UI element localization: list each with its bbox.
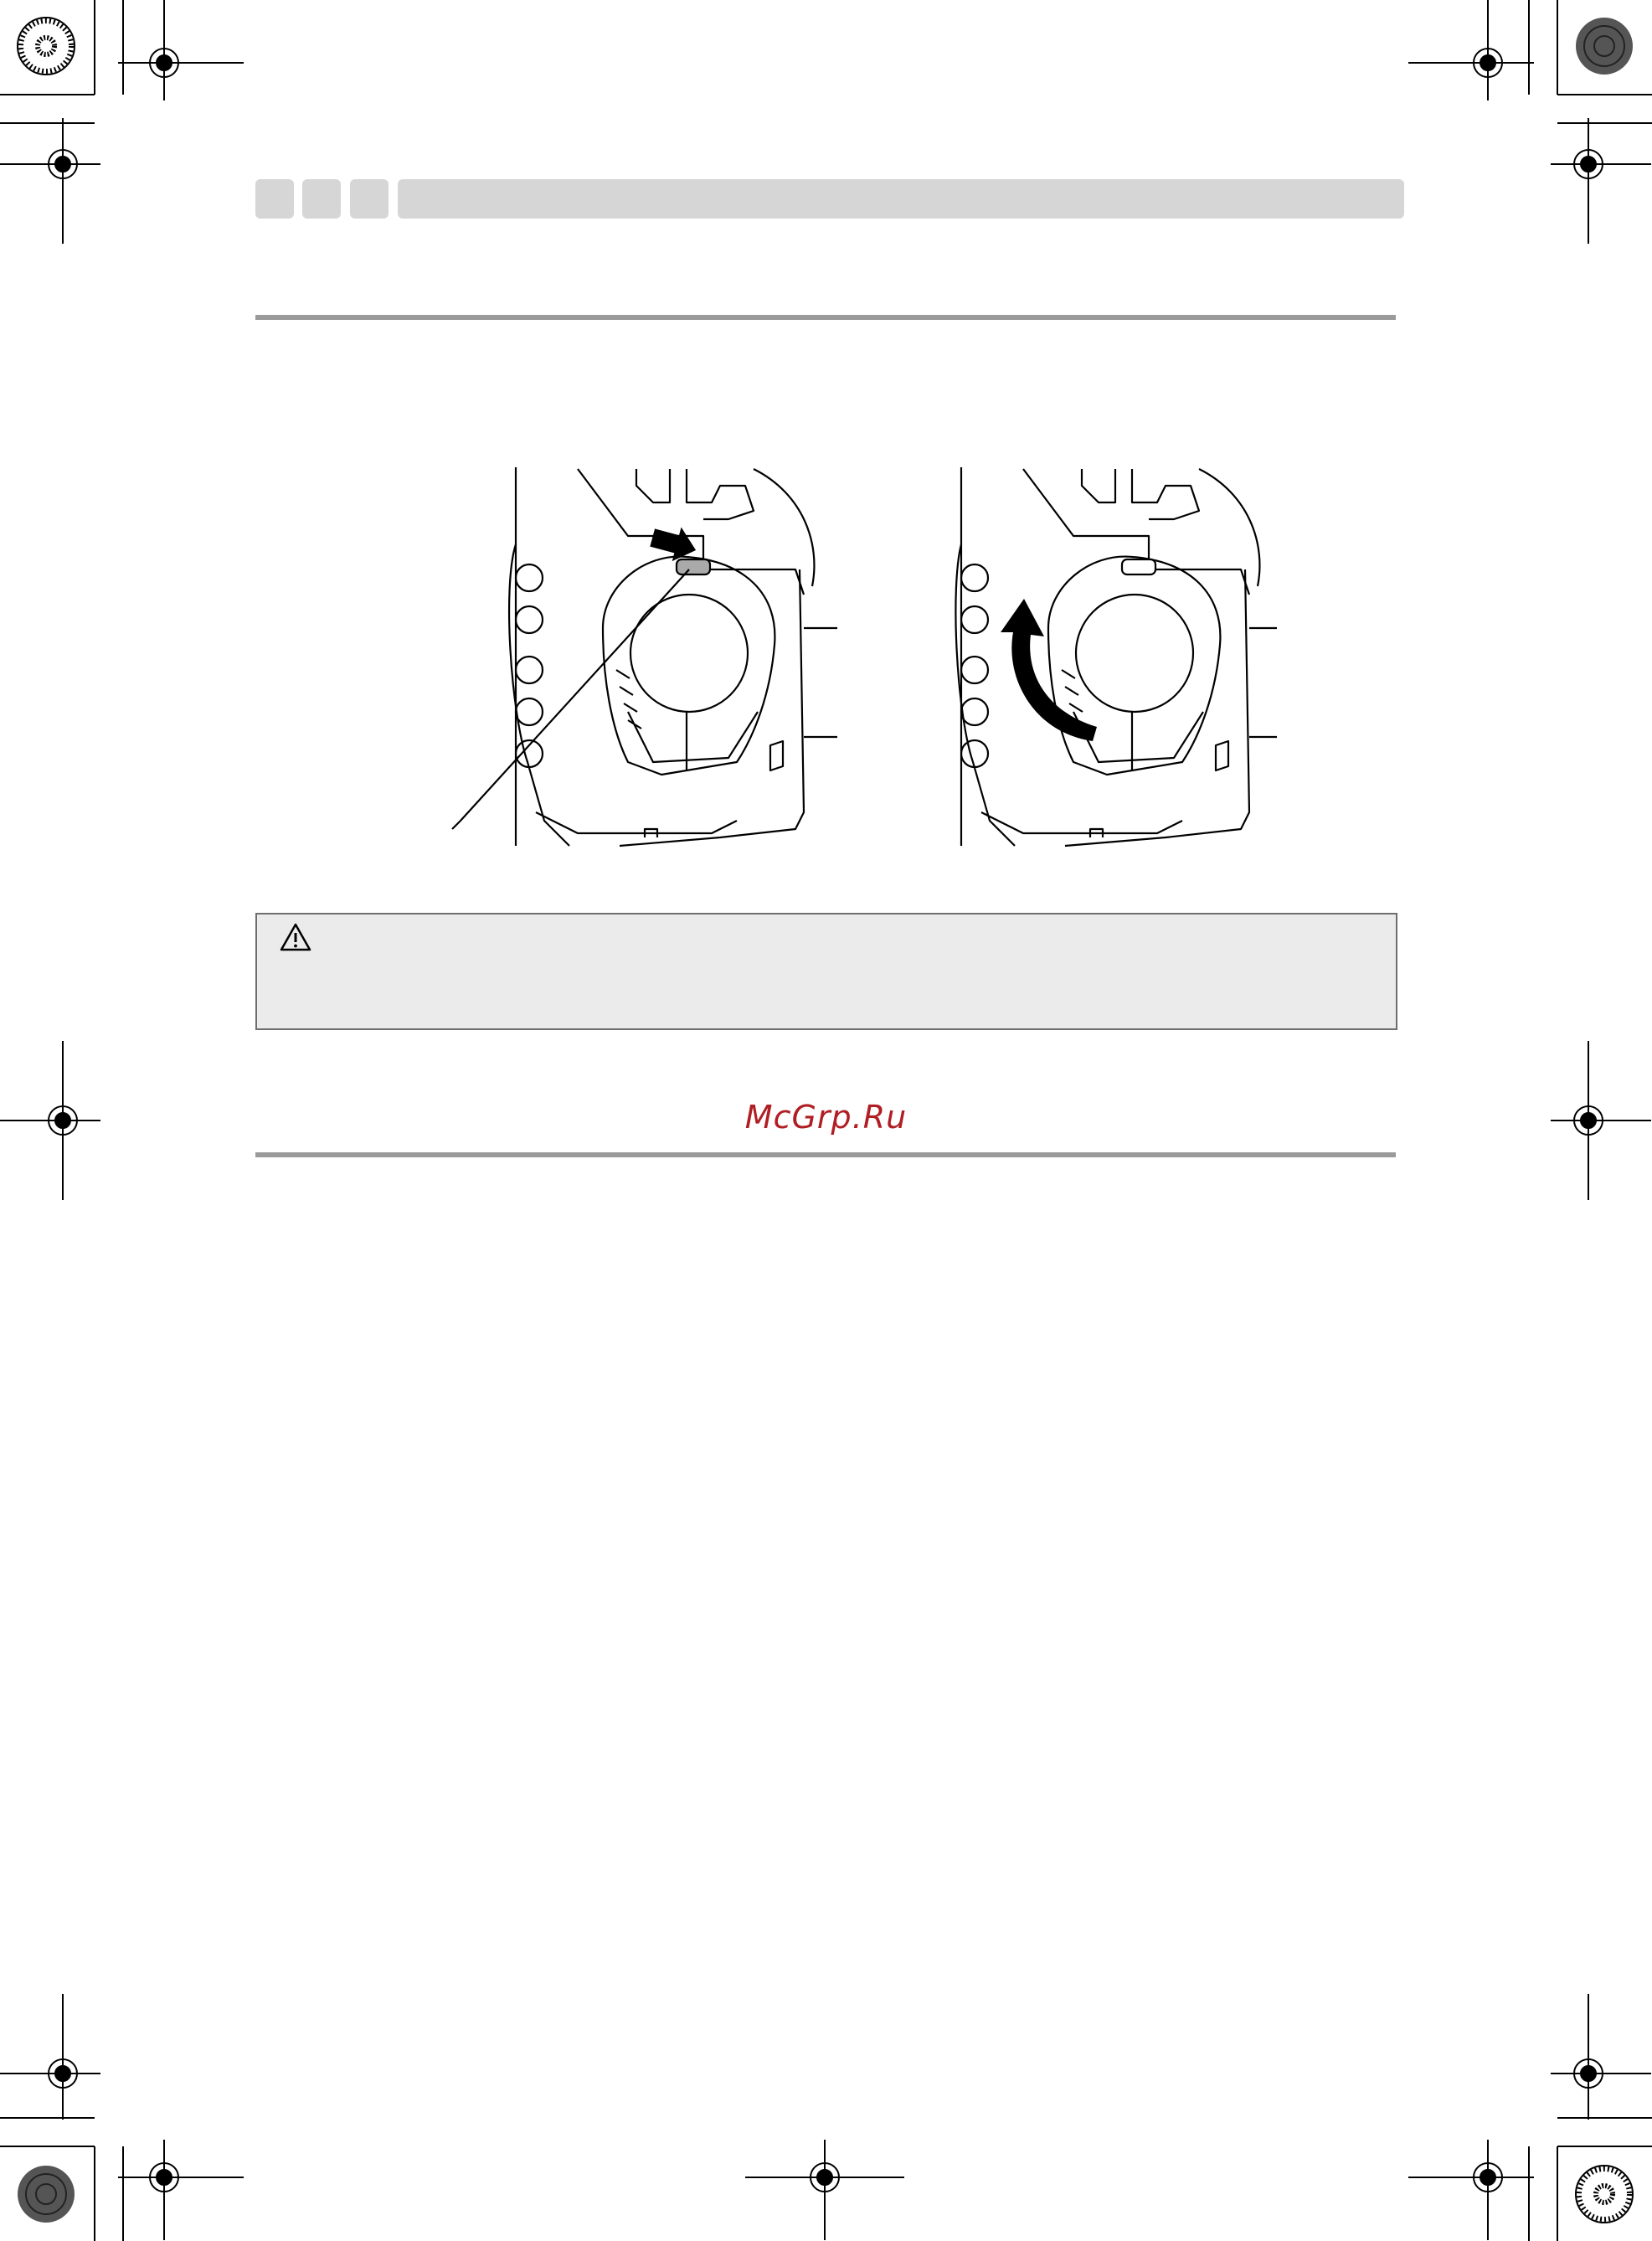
header-tab-2 bbox=[302, 179, 341, 219]
warning-triangle-icon bbox=[279, 921, 312, 955]
caution-box bbox=[255, 913, 1397, 1030]
section-rule-bottom bbox=[255, 1152, 1396, 1157]
header-tab-3 bbox=[350, 179, 389, 219]
header-bar bbox=[398, 179, 1404, 219]
watermark-text: McGrp.Ru bbox=[744, 1099, 908, 1136]
viewfinder-rotate-illustration bbox=[959, 461, 1277, 846]
viewfinder-release-illustration bbox=[452, 461, 837, 846]
section-rule-top bbox=[255, 315, 1396, 320]
header-tab-1 bbox=[255, 179, 294, 219]
